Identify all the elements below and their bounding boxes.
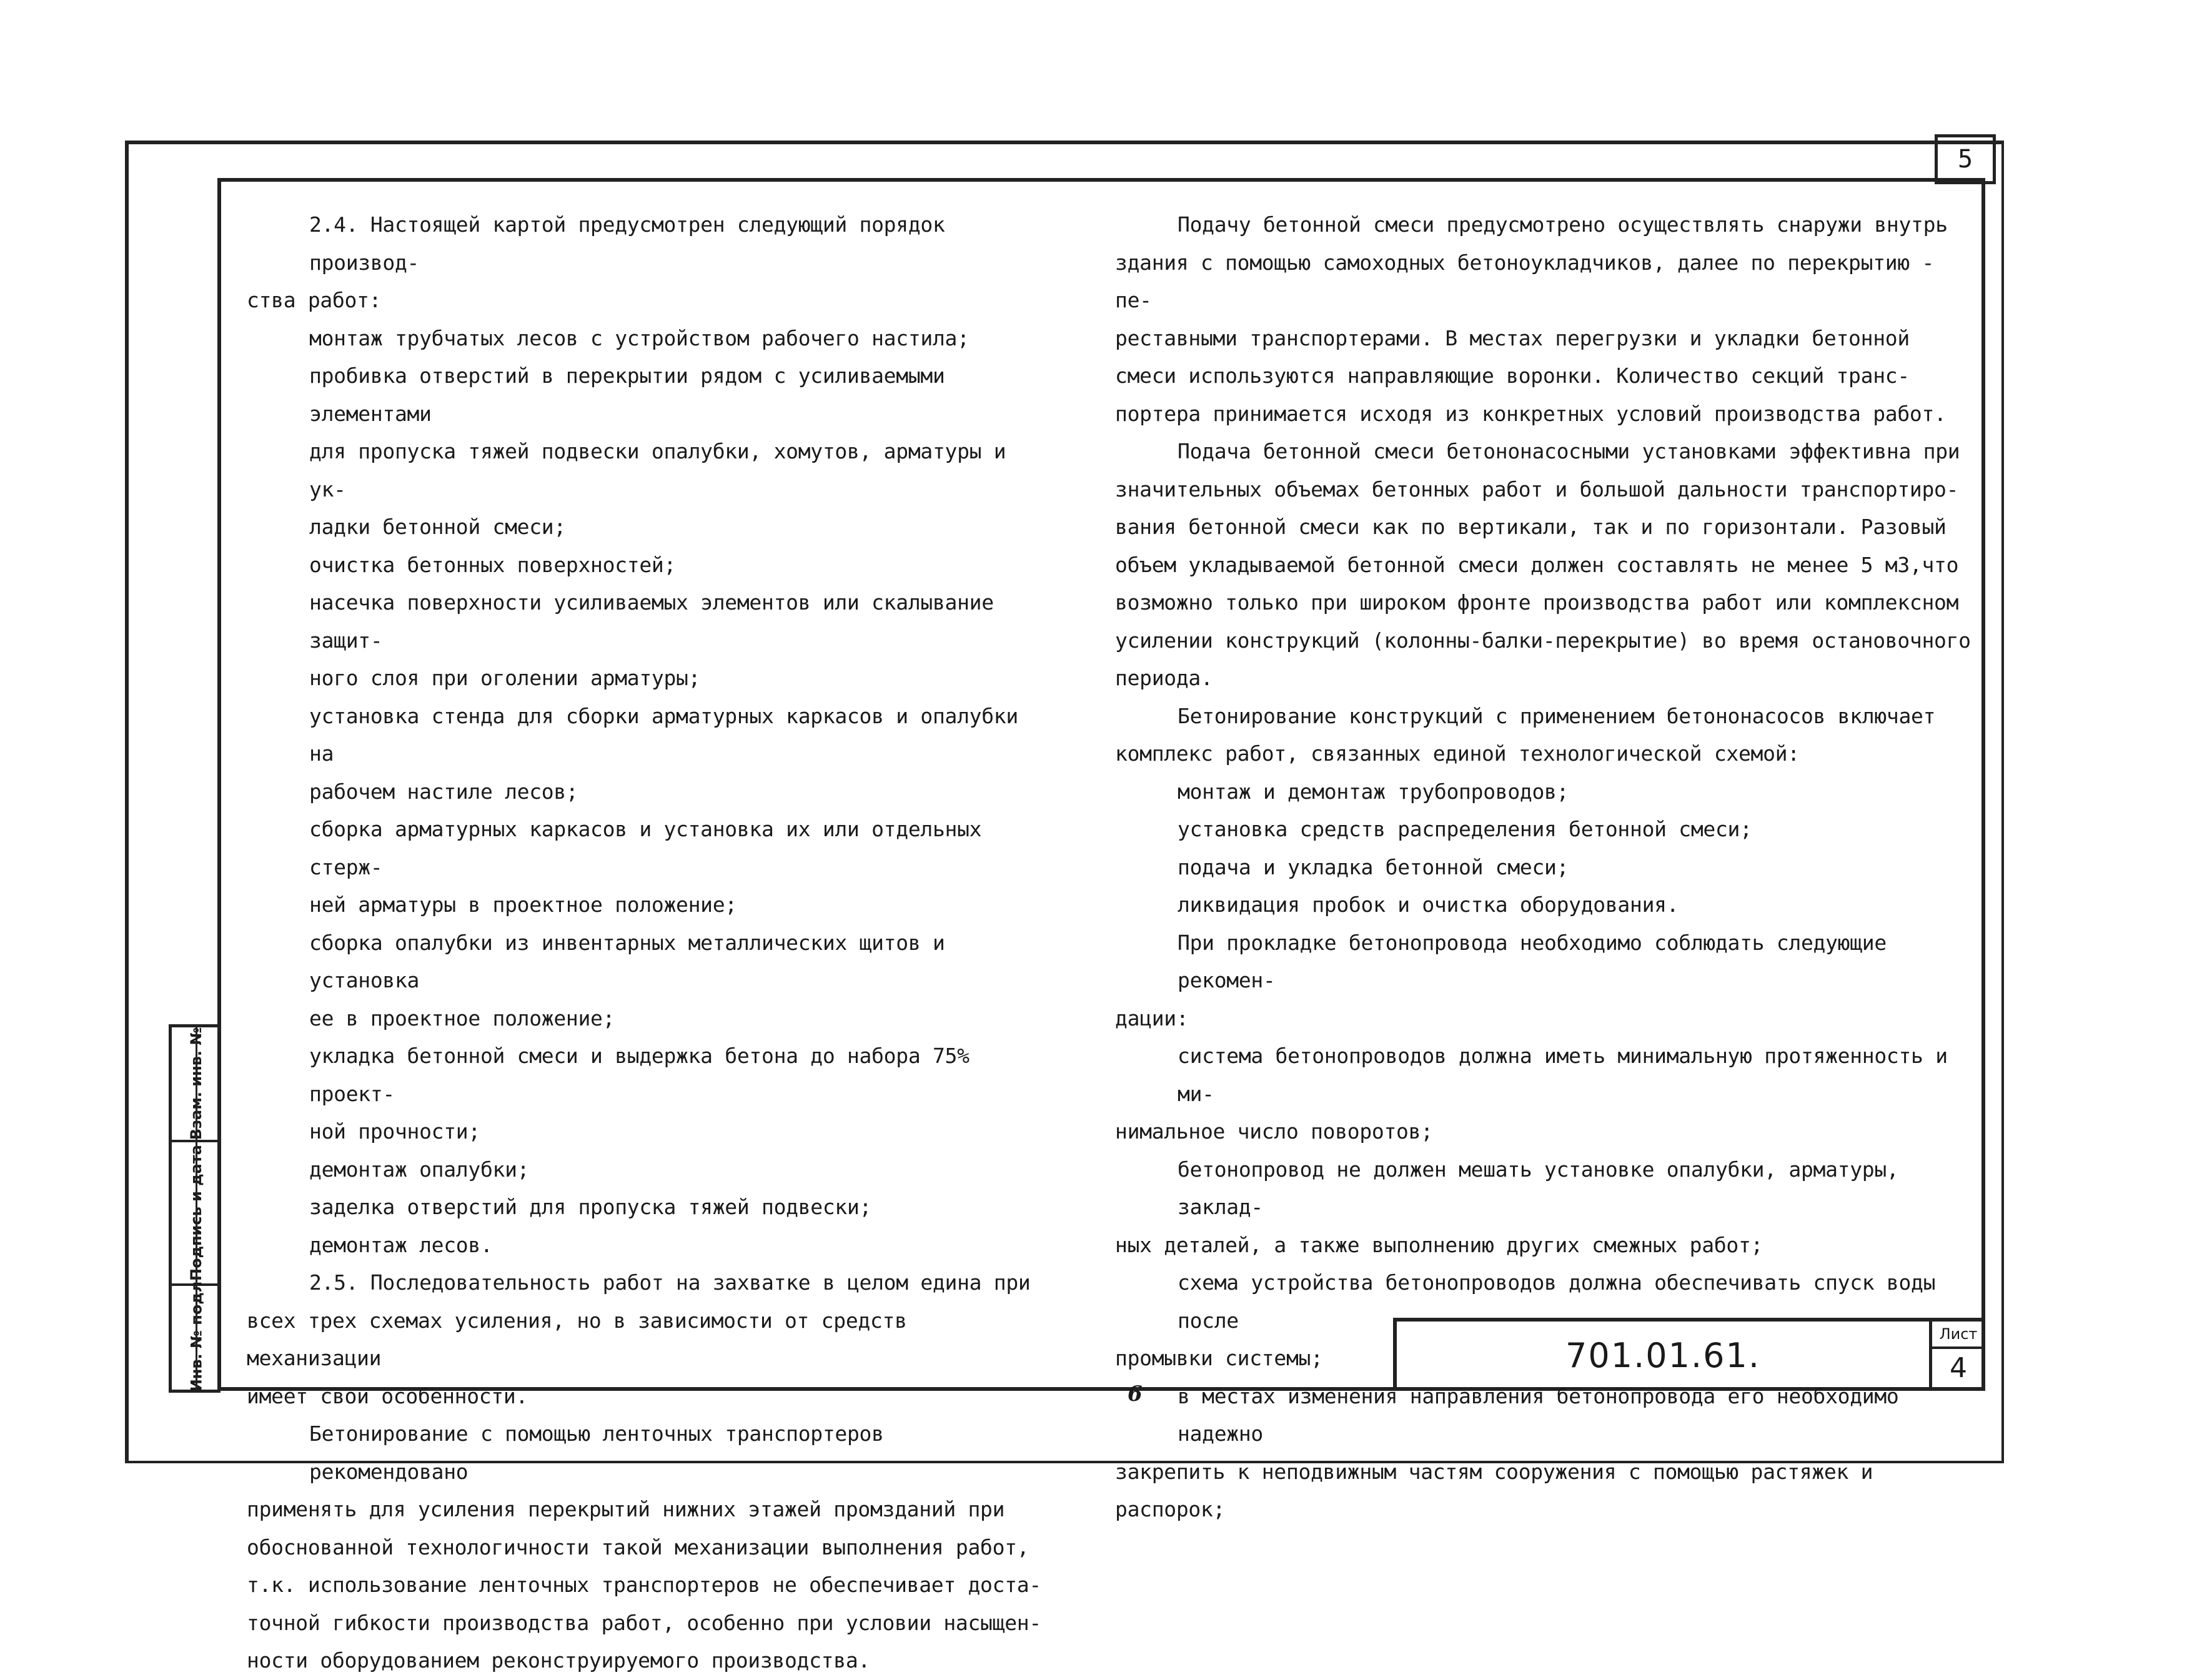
paragraph-line: Подача бетонной смеси бетононасосными установками эффективна при [1178, 439, 1960, 463]
sheet-number: 4 [1950, 1352, 1967, 1384]
paragraph-line: вания бетонной смеси как по вертикали, так и по горизонтали. Разовый [1115, 515, 1947, 539]
stamp-label: Взам. инв. № [187, 1027, 205, 1140]
title-block [1393, 1318, 1985, 1389]
paragraph-line: смеси используются направляющие воронки. Количество секций транс- [1115, 363, 1910, 388]
paragraph-line: объем укладываемой бетонной смеси должен составлять не менее 5 м3,что [1115, 552, 1959, 577]
paragraph-line: усилении конструкций (колонны-балки-перекрытие) во время остановочного [1115, 628, 1971, 653]
list-item: установка стенда для сборки арматурных каркасов и опалубки на [309, 703, 1018, 766]
stamp-label: Инв. № подл [187, 1281, 205, 1392]
sheet-label: Лист [1932, 1322, 1985, 1349]
paragraph-line: ликвидация пробок и очистка оборудования. [1178, 892, 1679, 917]
sheet-cell [1929, 1322, 1985, 1389]
paragraph-line: ности оборудованием реконструируемого производства. [247, 1648, 870, 1673]
paragraph-line: подача и укладка бетонной смеси; [1178, 854, 1569, 879]
list-item: сборка опалубки из инвентарных металлических щитов и установка [309, 930, 945, 992]
paragraph-line: ства работ: [247, 288, 382, 312]
paragraph-line: т.к. использование ленточных транспортеров не обеспечивает доста- [247, 1573, 1041, 1597]
list-item: демонтаж опалубки; [309, 1157, 530, 1182]
paragraph-line: 2.4. Настоящей картой предусмотрен следующий порядок производ- [309, 212, 945, 275]
paragraph-line: в местах изменения направления бетонопровода его необходимо надежно [1178, 1383, 1899, 1446]
list-item: ней арматуры в проектное положение; [309, 892, 737, 917]
paragraph-line: закрепить к неподвижным частям сооружения с помощью растяжек и распорок; [1115, 1459, 1873, 1521]
list-item: ладки бетонной смеси; [309, 515, 566, 539]
list-item: очистка бетонных поверхностей; [309, 552, 677, 577]
list-item: ной прочности; [309, 1119, 480, 1144]
paragraph-line: ных деталей, а также выполнению других смежных работ; [1115, 1232, 1763, 1257]
corner-page-number: 5 [1935, 134, 1996, 184]
paragraph-line: промывки системы; [1115, 1346, 1323, 1370]
paragraph-line: применять для усиления перекрытий нижних этажей промзданий при [247, 1497, 1005, 1521]
paragraph-line: Бетонирование с помощью ленточных транспортеров рекомендовано [309, 1421, 884, 1484]
list-item: пробивка отверстий в перекрытии рядом с усиливаемыми элементами [309, 363, 945, 426]
paragraph-line: нимальное число поворотов; [1115, 1119, 1433, 1144]
paragraph-line: имеет свои особенности. [247, 1383, 528, 1408]
paragraph-line: монтаж и демонтаж трубопроводов; [1178, 779, 1569, 804]
paragraph-line: портера принимается исходя из конкретных условий производства работ. [1115, 401, 1947, 426]
paragraph-line: дации: [1115, 1006, 1189, 1030]
list-item: насечка поверхности усиливаемых элементов или скалывание защит- [309, 590, 994, 653]
stamp-label: Подпись и дата [187, 1145, 205, 1281]
paragraph-line: здания с помощью самоходных бетоноукладчиков, далее по перекрытию - пе- [1115, 250, 1935, 312]
paragraph-line: всех трех схемах усиления, но в зависимости от средств механизации [247, 1308, 907, 1370]
paragraph-line: Бетонирование конструкций с применением бетононасосов включает [1178, 703, 1936, 728]
paragraph-line: точной гибкости производства работ, особенно при условии насыщен- [247, 1610, 1041, 1635]
list-item: демонтаж лесов. [309, 1232, 493, 1257]
stamp-divider [196, 1027, 197, 1390]
list-item: сборка арматурных каркасов и установка их или отдельных стерж- [309, 817, 982, 879]
paragraph-line: периода. [1115, 666, 1213, 690]
document-code: 701.01.61. [1565, 1335, 1760, 1375]
list-item: рабочем настиле лесов; [309, 779, 578, 804]
left-text-column [247, 206, 1046, 1680]
paragraph-line: возможно только при широком фронте производства работ или комплексном [1115, 590, 1959, 615]
paragraph-line: бетонопровод не должен мешать установке опалубки, арматуры, заклад- [1178, 1157, 1899, 1219]
paragraph-line: схема устройства бетонопроводов должна обеспечивать спуск воды после [1178, 1270, 1936, 1333]
paragraph-line: система бетонопроводов должна иметь минимальную протяженность и ми- [1178, 1044, 1948, 1106]
list-item: ного слоя при оголении арматуры; [309, 666, 701, 690]
bottom-page-number: 6 [1128, 1381, 1143, 1406]
paragraph-line: реставными транспортерами. В местах перегрузки и укладки бетонной [1115, 325, 1910, 350]
paragraph-line: значительных объемах бетонных работ и большой дальности транспортиро- [1115, 477, 1959, 502]
list-item: укладка бетонной смеси и выдержка бетона до набора 75% проект- [309, 1044, 970, 1106]
paragraph-line: 2.5. Последовательность работ на захватке в целом едина при [309, 1270, 1031, 1295]
list-item: для пропуска тяжей подвески опалубки, хомутов, арматуры и ук- [309, 439, 1006, 502]
paragraph-line: обоснованной технологичности такой механизации выполнения работ, [247, 1534, 1029, 1559]
paragraph-line: комплекс работ, связанных единой технологической схемой: [1115, 741, 1800, 766]
paragraph-line: Подачу бетонной смеси предусмотрено осуществлять снаружи внутрь [1178, 212, 1948, 237]
list-item: заделка отверстий для пропуска тяжей подвески; [309, 1195, 872, 1219]
side-stamp [169, 1024, 221, 1393]
paragraph-line: При прокладке бетонопровода необходимо соблюдать следующие рекомен- [1178, 930, 1887, 992]
list-item: ее в проектное положение; [309, 1006, 615, 1030]
list-item: монтаж трубчатых лесов с устройством рабочего настила; [309, 325, 970, 350]
paragraph-line: установка средств распределения бетонной смеси; [1178, 817, 1752, 841]
